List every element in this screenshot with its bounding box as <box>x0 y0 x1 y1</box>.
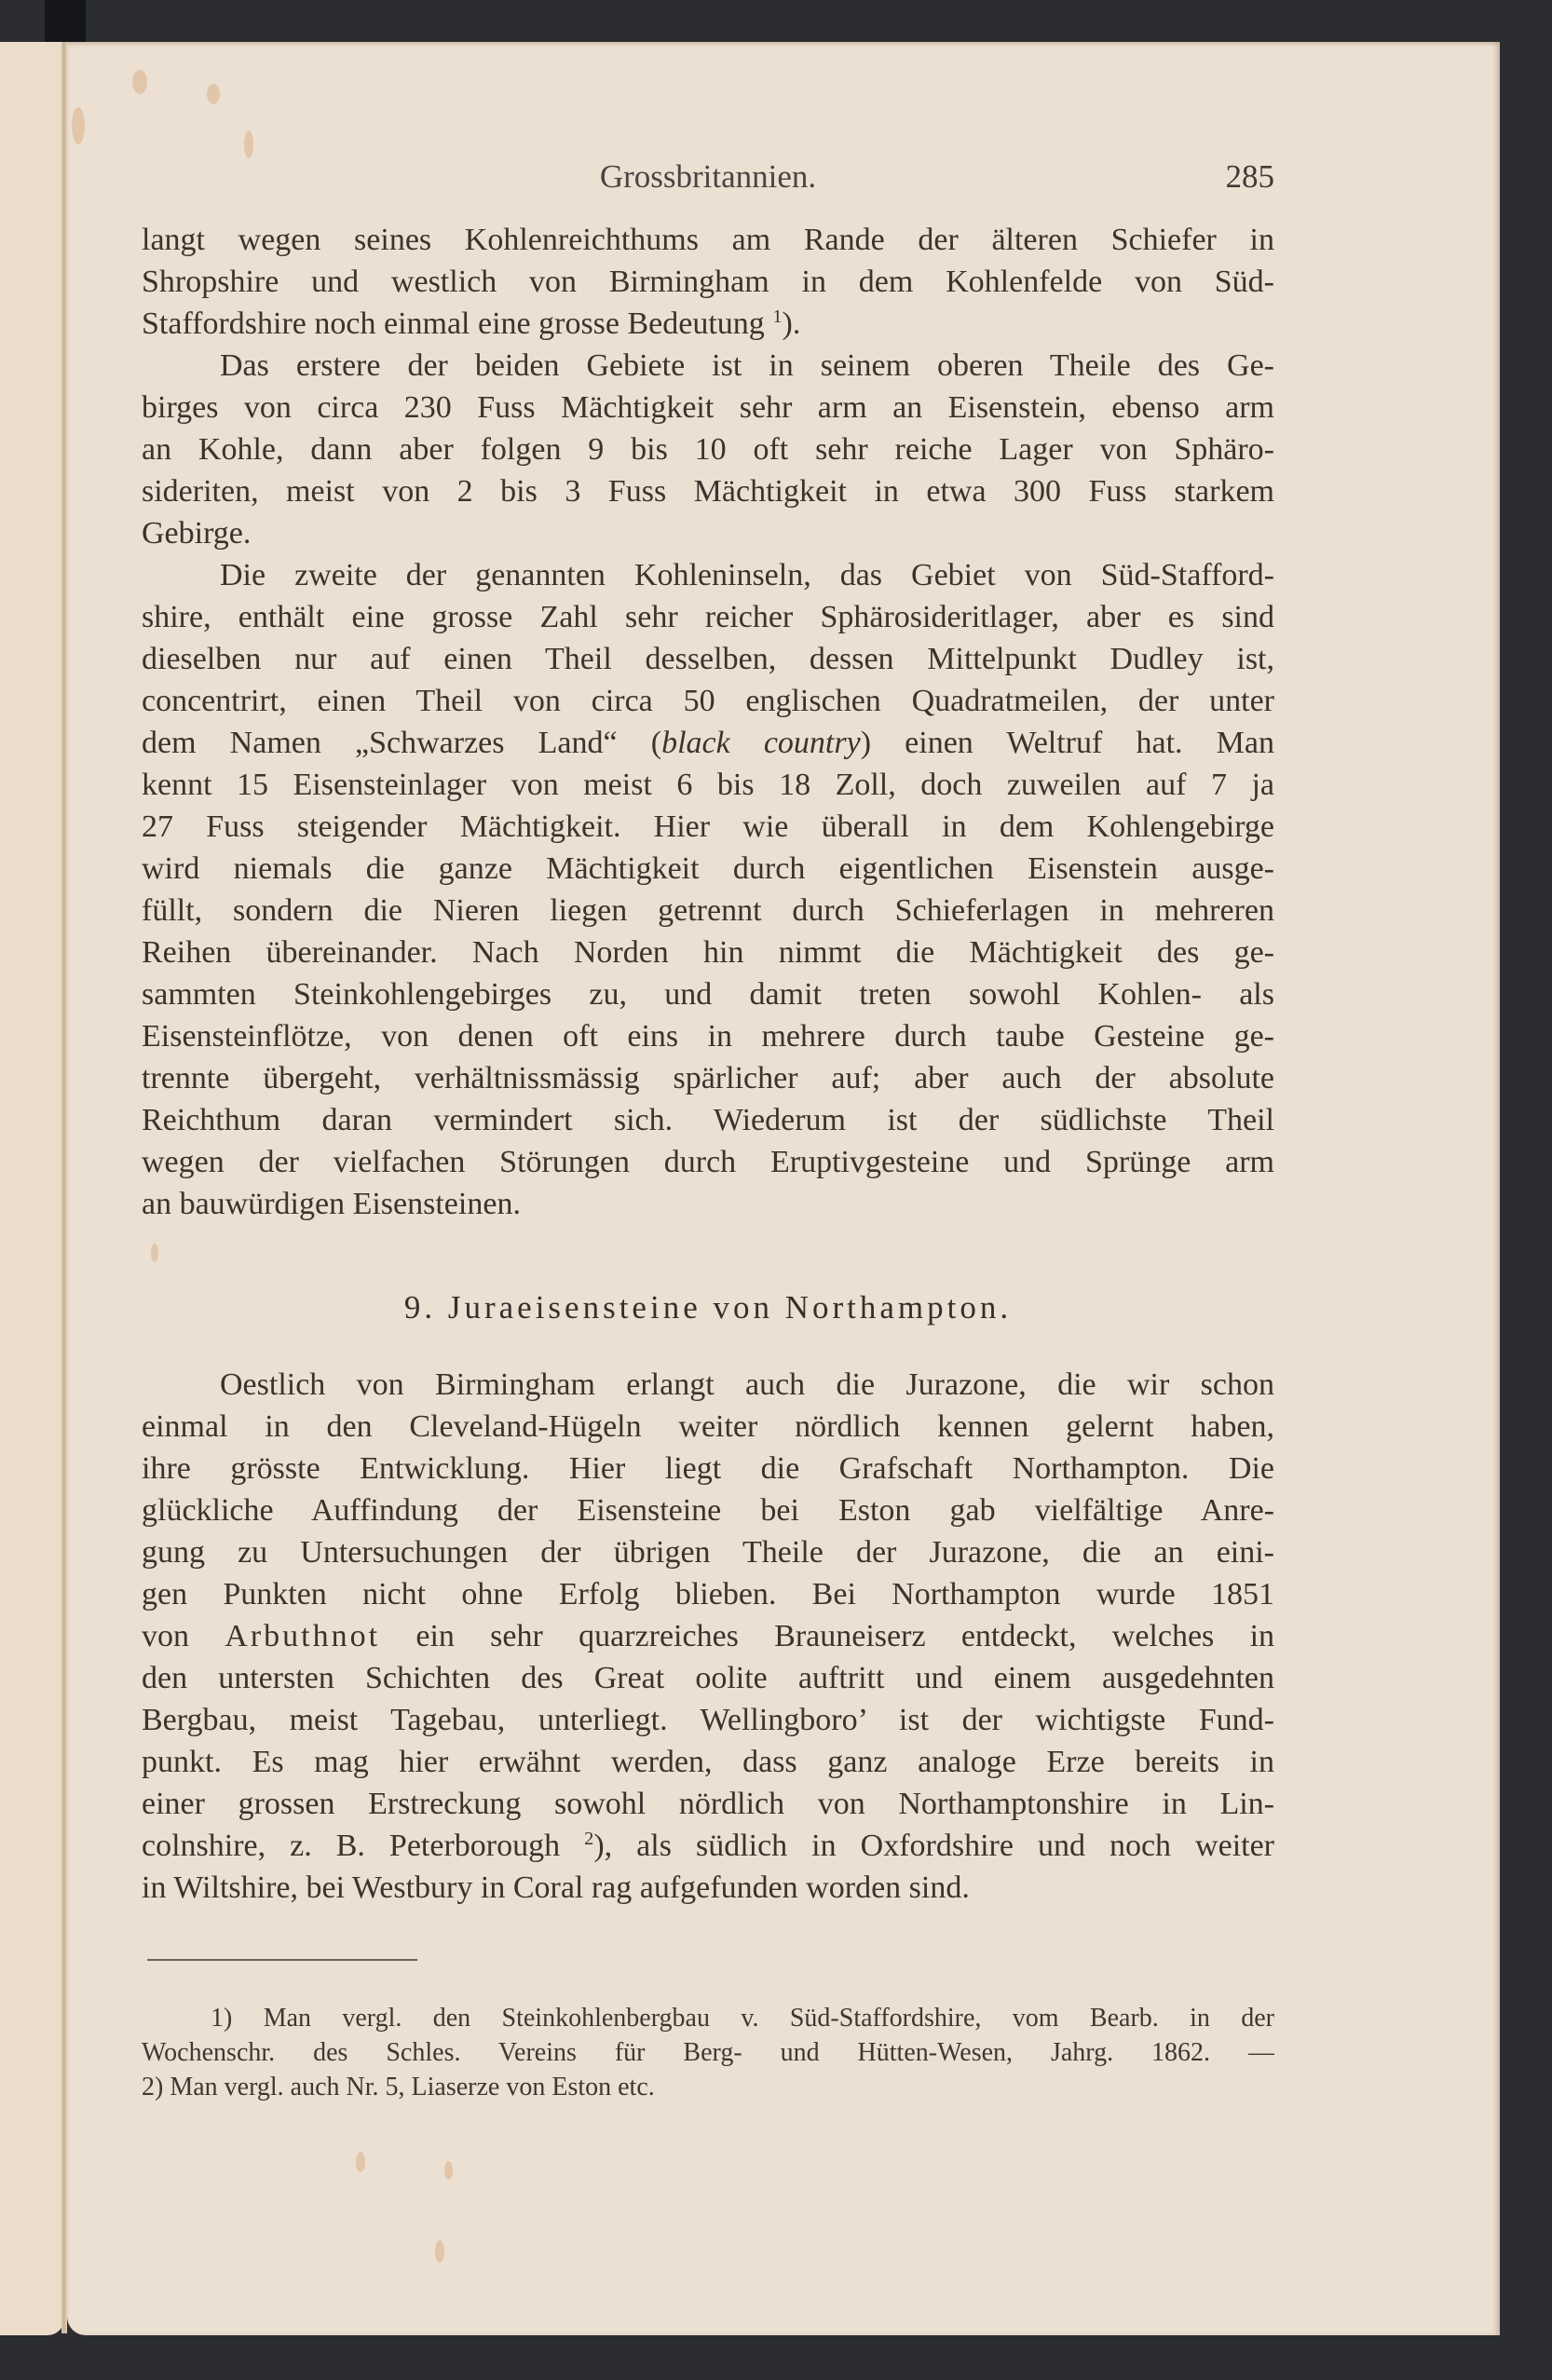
body-line: wird niemals die ganze Mächtigkeit durch eigentlichen Eisenstein ausge- <box>142 851 1274 886</box>
running-title: Grossbritannien. <box>599 158 817 195</box>
author-name: Arbuthnot <box>225 1619 381 1653</box>
foxing-stain <box>151 1244 158 1262</box>
footnote-ref[interactable]: 2 <box>584 1828 594 1849</box>
body-line: concentrirt, einen Theil von circa 50 englischen Quadratmeilen, der unter <box>142 684 1274 718</box>
body-line: gung zu Untersuchungen der übrigen Theile der Jurazone, die an eini- <box>142 1535 1274 1570</box>
body-line: in Wiltshire, bei Westbury in Coral rag aufgefunden worden sind. <box>142 1870 970 1905</box>
footnote-line: 1) Man vergl. den Steinkohlenbergbau v. Süd-Staffordshire, vom Bearb. in der <box>211 2004 1274 2033</box>
body-line: einmal in den Cleveland-Hügeln weiter nördlich kennen gelernt haben, <box>142 1409 1274 1444</box>
body-line: shire, enthält eine grosse Zahl sehr reicher Sphärosideritlager, aber es sind <box>142 600 1274 634</box>
footnote-line: 2) Man vergl. auch Nr. 5, Liaserze von Eston etc. <box>142 2073 655 2101</box>
footnote-separator <box>147 1959 417 1961</box>
body-line: sammten Steinkohlengebirges zu, und damit treten sowohl Kohlen- als <box>142 977 1274 1012</box>
body-line: ihre grösste Entwicklung. Hier liegt die Grafschaft Northampton. Die <box>142 1451 1274 1486</box>
body-line: trennte übergeht, verhältnissmässig spärlicher auf; aber auch der absolute <box>142 1061 1274 1095</box>
body-line: Bergbau, meist Tagebau, unterliegt. Wellingboro’ ist der wichtigste Fund- <box>142 1703 1274 1737</box>
body-line: füllt, sondern die Nieren liegen getrennt durch Schieferlagen in mehreren <box>142 893 1274 928</box>
body-line: dieselben nur auf einen Theil desselben, dessen Mittelpunkt Dudley ist, <box>142 642 1274 676</box>
body-line: Oestlich von Birmingham erlangt auch die Jurazone, die wir schon <box>220 1367 1274 1402</box>
page-number: 285 <box>1225 158 1274 195</box>
section-heading: 9. Juraeisensteine von Northampton. <box>403 1289 1013 1326</box>
body-line: an bauwürdigen Eisensteinen. <box>142 1187 521 1221</box>
body-line: einer grossen Erstreckung sowohl nördlich von Northamptonshire in Lin- <box>142 1787 1274 1821</box>
body-line: colnshire, z. B. Peterborough $^2$), als südlich in Oxfordshire und noch weiter <box>142 1828 1274 1863</box>
footnote-marker: 2) <box>142 2073 164 2101</box>
body-line: glückliche Auffindung der Eisensteine bei Eston gab vielfältige Anre- <box>142 1493 1274 1528</box>
footnote-marker: 1) <box>211 2004 233 2033</box>
body-line: Eisensteinflötze, von denen oft eins in mehrere durch taube Gesteine ge- <box>142 1019 1274 1054</box>
foxing-stain <box>207 84 220 104</box>
body-line: Shropshire und westlich von Birmingham in dem Kohlenfelde von Süd- <box>142 265 1274 299</box>
body-line: dem Namen „Schwarzes Land“ (black country) einen Weltruf hat. Man <box>142 726 1274 760</box>
foxing-stain <box>72 107 85 144</box>
body-line: Das erstere der beiden Gebiete ist in seinem oberen Theile des Ge- <box>220 348 1274 383</box>
body-line: langt wegen seines Kohlenreichthums am Rande der älteren Schiefer in <box>142 223 1274 257</box>
running-head <box>142 158 1274 196</box>
body-line: kennt 15 Eisensteinlager von meist 6 bis 18 Zoll, doch zuweilen auf 7 ja <box>142 768 1274 802</box>
footnote-line: Wochenschr. des Schles. Vereins für Berg- und Hütten-Wesen, Jahrg. 1862. — <box>142 2038 1274 2067</box>
body-line: Die zweite der genannten Kohleninseln, das Gebiet von Süd-Stafford- <box>220 558 1274 592</box>
foxing-stain <box>132 70 147 94</box>
foxing-stain <box>444 2161 453 2180</box>
foxing-stain <box>244 130 253 158</box>
body-line: Reichthum daran vermindert sich. Wiederum ist der südlichste Theil <box>142 1103 1274 1137</box>
body-line: gen Punkten nicht ohne Erfolg blieben. Bei Northampton wurde 1851 <box>142 1577 1274 1612</box>
body-line: Staffordshire noch einmal eine grosse Bedeutung $^1$). <box>142 306 801 341</box>
previous-page-edge <box>0 42 64 2335</box>
book-spine-shadow <box>45 0 86 42</box>
body-line: wegen der vielfachen Störungen durch Eruptivgesteine und Sprünge arm <box>142 1145 1274 1179</box>
body-line: den untersten Schichten des Great oolite auftritt und einem ausgedehnten <box>142 1661 1274 1695</box>
body-line: sideriten, meist von 2 bis 3 Fuss Mächtigkeit in etwa 300 Fuss starkem <box>142 474 1274 509</box>
italic-phrase: black country <box>661 726 861 760</box>
body-line: 27 Fuss steigender Mächtigkeit. Hier wie überall in dem Kohlengebirge <box>142 809 1274 844</box>
body-line: Reihen übereinander. Nach Norden hin nimmt die Mächtigkeit des ge- <box>142 935 1274 970</box>
body-line: punkt. Es mag hier erwähnt werden, dass ganz analoge Erze bereits in <box>142 1745 1274 1779</box>
foxing-stain <box>356 2152 365 2172</box>
footnote-ref[interactable]: 1 <box>772 306 783 327</box>
body-line: birges von circa 230 Fuss Mächtigkeit sehr arm an Eisenstein, ebenso arm <box>142 390 1274 425</box>
body-line: an Kohle, dann aber folgen 9 bis 10 oft sehr reiche Lager von Sphäro- <box>142 432 1274 467</box>
body-line: von Arbuthnot ein sehr quarzreiches Brauneiserz entdeckt, welches in <box>142 1619 1274 1653</box>
foxing-stain <box>435 2240 444 2263</box>
body-line: Gebirge. <box>142 516 252 551</box>
